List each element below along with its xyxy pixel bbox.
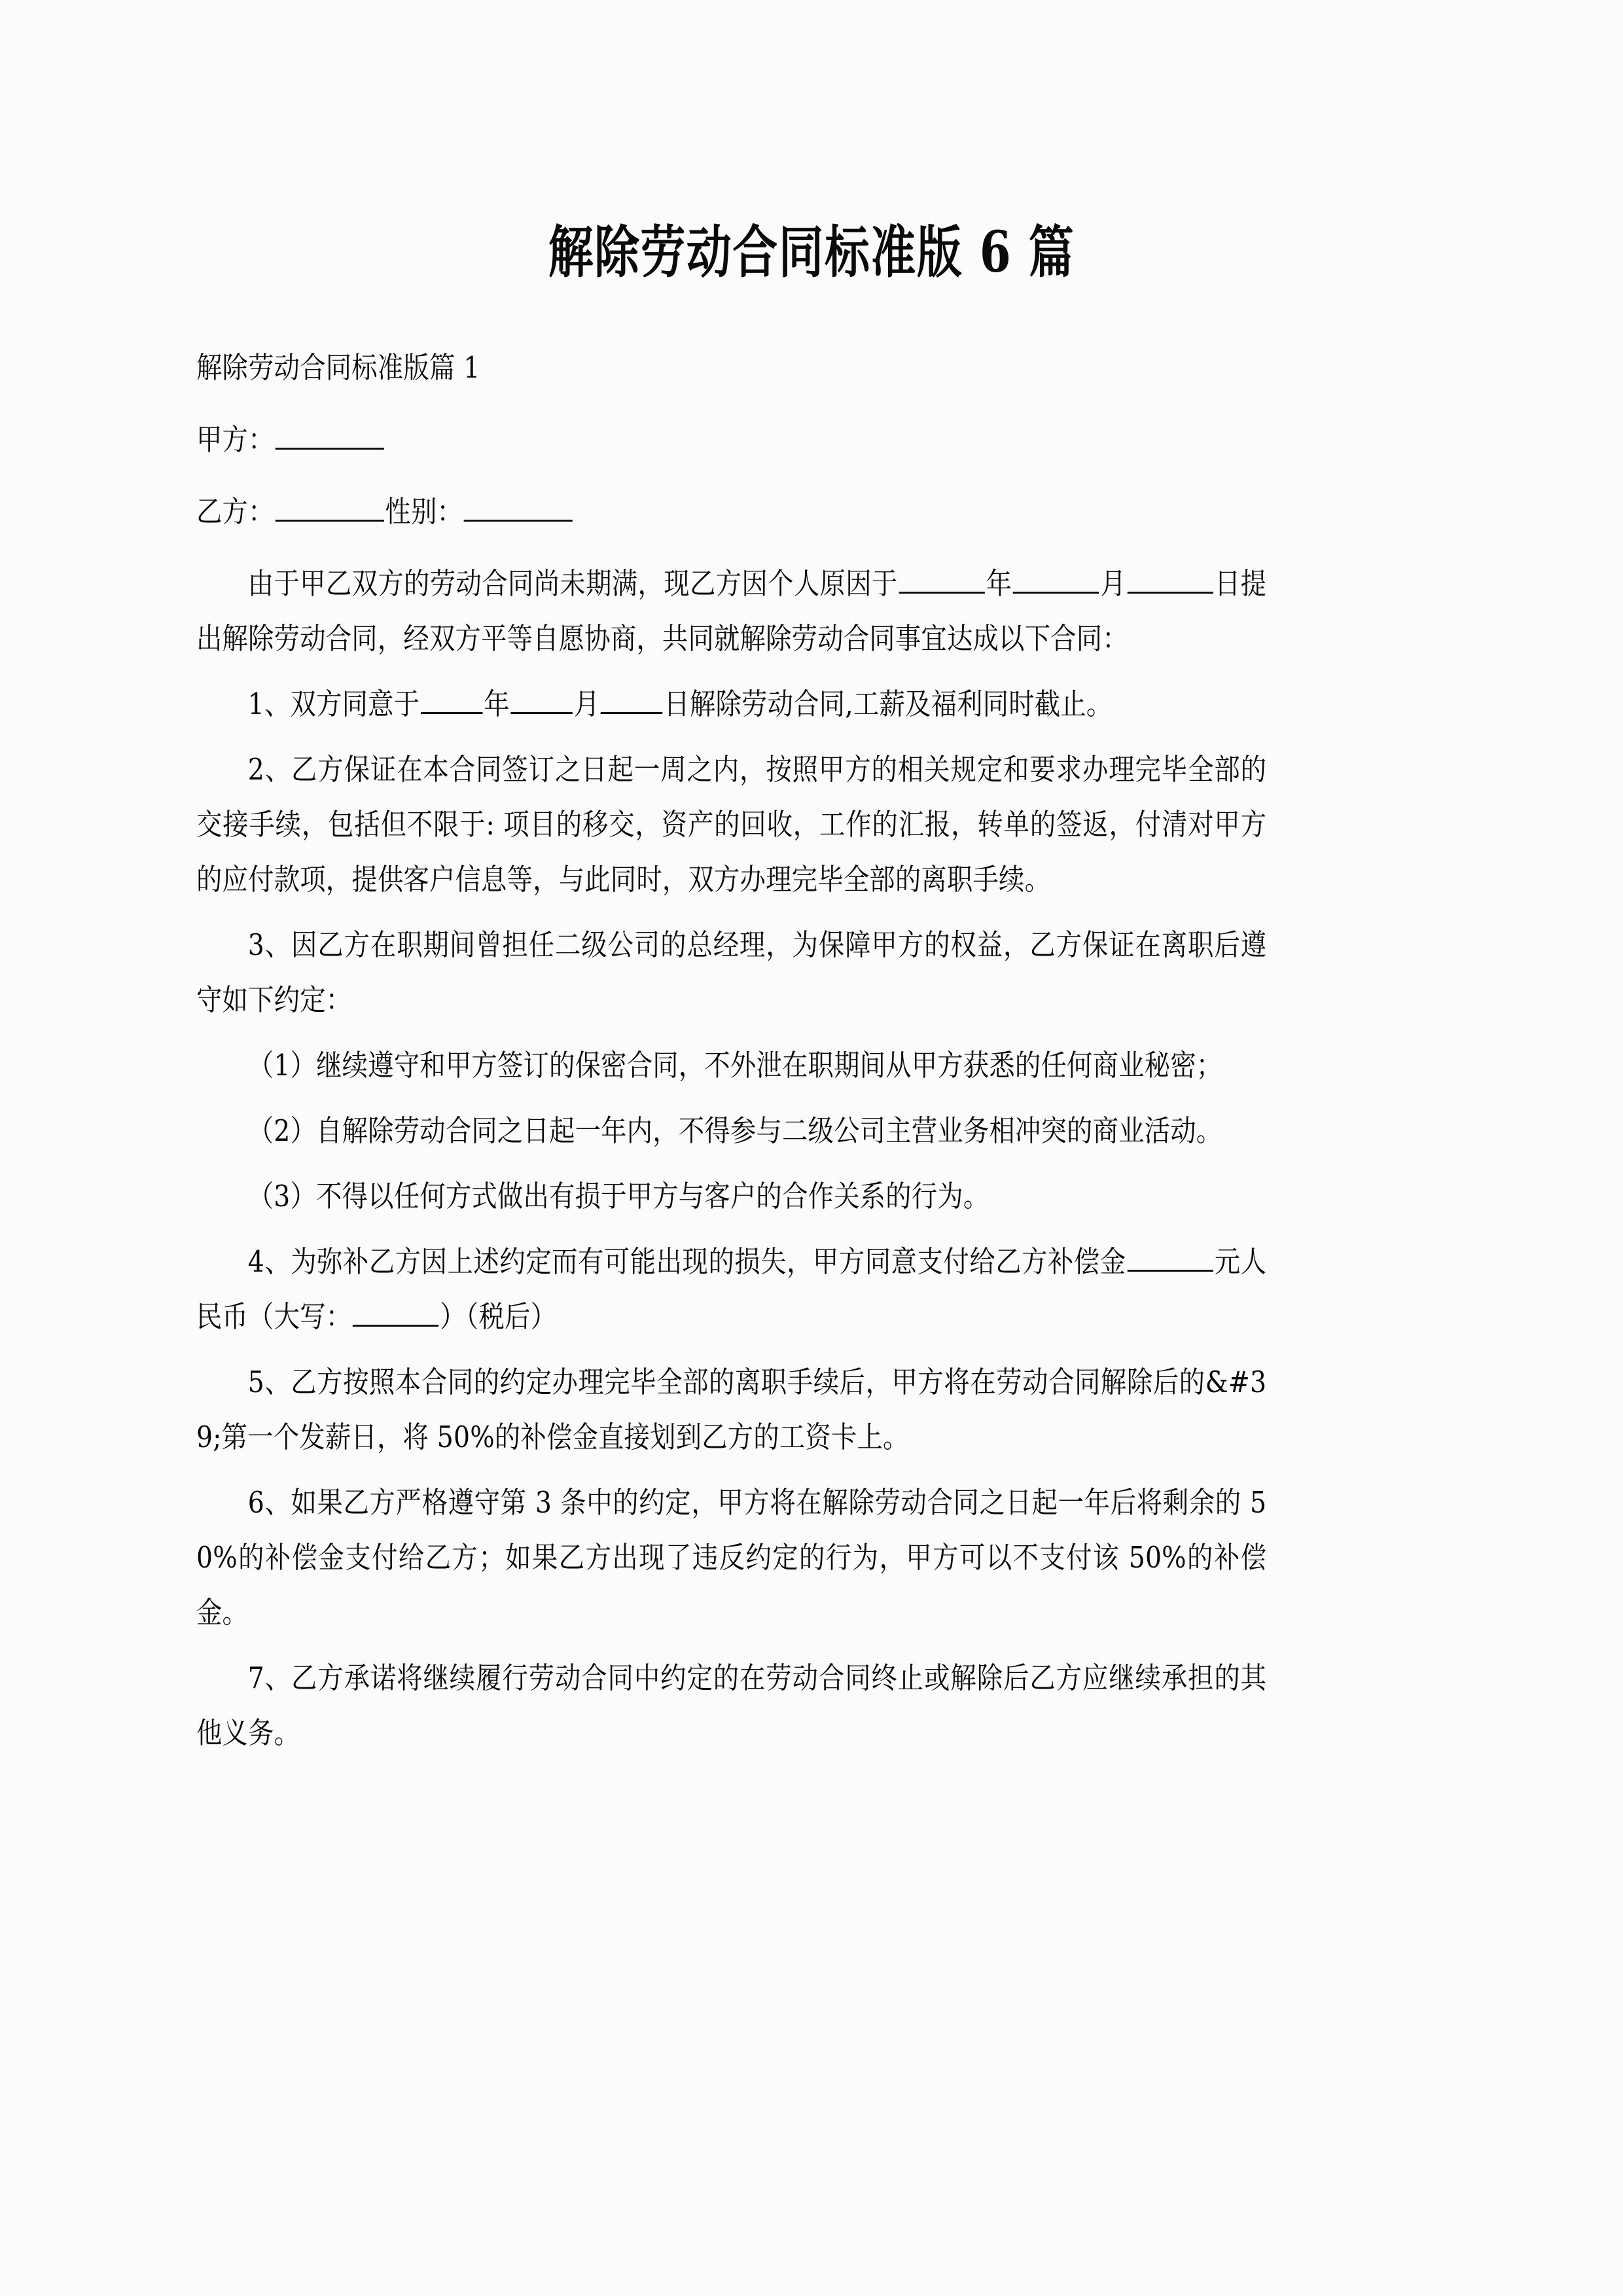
preamble-day-unit: 日: [1214, 566, 1241, 601]
preamble-run-2: 提出解除劳动合同，经双方平等自愿协商，共同就解除劳动合同事宜达成以下合同：: [196, 566, 1267, 656]
clause-5: [196, 1355, 1266, 1465]
preamble-paragraph: [196, 556, 1266, 666]
clause-4-run-2: 元人民币（大写：: [196, 1244, 1267, 1334]
party-b-label: 乙方：: [196, 494, 274, 529]
party-a-label: 甲方：: [196, 422, 274, 457]
clause-3-sub-3: [196, 1169, 1266, 1224]
party-a-field-row: [196, 412, 1266, 467]
clause-4-amount-blank[interactable]: [1127, 1242, 1213, 1272]
clause-6-text: 如果乙方严格遵守第 3 条中的约定，甲方将在解除劳动合同之日起一年后将剩余的 50%的补偿金支付给乙方；如果乙方出现了违反约定的行为，甲方可以不支付该 50%的补偿金。: [196, 1485, 1267, 1630]
party-b-input-blank[interactable]: [275, 492, 383, 522]
clause-7-text: 乙方承诺将继续履行劳动合同中约定的在劳动合同终止或解除后乙方应继续承担的其他义务。: [196, 1660, 1267, 1750]
section-heading: [196, 340, 1266, 395]
clause-7-number: 7、: [247, 1660, 292, 1695]
section-heading-text: 解除劳动合同标准版篇 1: [196, 350, 480, 385]
clause-4-number: 4、: [247, 1244, 291, 1279]
clause-4: [196, 1234, 1266, 1344]
clause-5-text: 乙方按照本合同的约定办理完毕全部的离职手续后，甲方将在劳动合同解除后的&#39;第一个发薪日，将 50%的补偿金直接划到乙方的工资卡上。: [196, 1365, 1267, 1454]
clause-1-year-unit: 年: [484, 687, 510, 721]
clause-3-number: 3、: [247, 927, 292, 962]
clause-1-run-1: 双方同意于: [290, 687, 420, 721]
party-b-field-row: [196, 484, 1266, 539]
clause-1-number: 1、: [247, 687, 291, 721]
clause-4-amount-words-blank[interactable]: [353, 1297, 438, 1327]
clause-6-number: 6、: [247, 1485, 291, 1520]
clause-3: [196, 918, 1266, 1028]
clause-3-text: 因乙方在职期间曾担任二级公司的总经理，为保障甲方的权益，乙方保证在离职后遵守如下约定：: [196, 927, 1267, 1017]
clause-1-month-blank[interactable]: [511, 684, 573, 714]
preamble-day-blank[interactable]: [1128, 564, 1213, 594]
clause-5-number: 5、: [247, 1365, 291, 1399]
clause-3-sub-1-text: 继续遵守和甲方签订的保密合同，不外泄在职期间从甲方获悉的任何商业秘密；: [316, 1048, 1222, 1083]
party-a-input-blank[interactable]: [275, 420, 383, 450]
clause-3-sub-2-text: 自解除劳动合同之日起一年内，不得参与二级公司主营业务相冲突的商业活动。: [316, 1113, 1222, 1148]
clause-3-sub-3-text: 不得以任何方式做出有损于甲方与客户的合作关系的行为。: [316, 1179, 990, 1213]
document-body: [196, 340, 1266, 1771]
preamble-month-unit: 月: [1100, 566, 1127, 601]
clause-3-sub-1: [196, 1038, 1266, 1093]
preamble-year-unit: 年: [986, 566, 1012, 601]
clause-2-text: 乙方保证在本合同签订之日起一周之内，按照甲方的相关规定和要求办理完毕全部的交接手续，包括但不限于: 项目的移交，资产的回收，工作的汇报，转单的签返，付清对甲方的应付款项，提供客户信息等，与此同时，双方办理完毕全部的离职手续。: [196, 752, 1267, 897]
preamble-run-1: 由于甲乙双方的劳动合同尚未期满，现乙方因个人原因于: [247, 566, 898, 601]
page-title: 解除劳动合同标准版 6 篇: [548, 219, 1075, 285]
clause-3-sub-1-number: （1）: [247, 1048, 317, 1083]
clause-3-sub-2-number: （2）: [247, 1113, 317, 1148]
gender-label: 性别：: [385, 494, 463, 529]
preamble-month-blank[interactable]: [1013, 564, 1099, 594]
clause-3-sub-3-number: （3）: [247, 1179, 317, 1213]
clause-7: [196, 1651, 1266, 1761]
clause-3-sub-2: [196, 1103, 1266, 1158]
clause-6: [196, 1475, 1266, 1640]
clause-4-run-3: ）（税后）: [440, 1299, 557, 1334]
clause-1-run-2: 解除劳动合同,工薪及福利同时截止。: [689, 687, 1113, 721]
clause-4-run-1: 为弥补乙方因上述约定而有可能出现的损失，甲方同意支付给乙方补偿金: [291, 1244, 1126, 1279]
clause-1-day-blank[interactable]: [601, 684, 663, 714]
clause-1: [196, 677, 1266, 732]
clause-1-year-blank[interactable]: [421, 684, 483, 714]
gender-input-blank[interactable]: [464, 492, 573, 522]
clause-2: [196, 742, 1266, 907]
clause-1-month-unit: 月: [573, 687, 600, 721]
clause-1-day-unit: 日: [664, 687, 690, 721]
clause-2-number: 2、: [247, 752, 292, 787]
preamble-year-blank[interactable]: [899, 564, 984, 594]
